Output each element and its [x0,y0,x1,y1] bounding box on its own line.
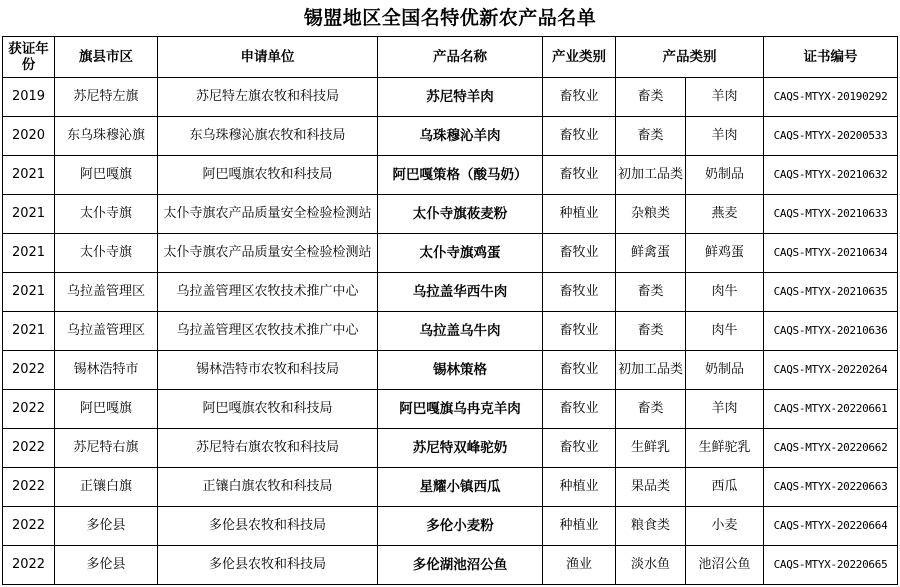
cell-category-sub: 奶制品 [686,351,764,390]
table-body [3,78,898,585]
cell-category-main: 鲜禽蛋 [616,234,686,273]
cell-cert: CAQS-MTYX-20220665 [764,546,898,585]
cell-category-sub: 肉牛 [686,312,764,351]
cell-category-main: 淡水鱼 [616,546,686,585]
cell-category-main: 初加工品类 [616,156,686,195]
cell-product: 苏尼特羊肉 [378,78,543,117]
cell-region: 太仆寺旗 [55,234,158,273]
cell-applicant: 阿巴嘎旗农牧和科技局 [158,156,378,195]
product-table [2,36,898,585]
cell-year: 2022 [3,429,55,468]
cell-industry: 畜牧业 [543,78,616,117]
table-row [3,351,898,390]
cell-applicant: 乌拉盖管理区农牧技术推广中心 [158,273,378,312]
cell-category-sub: 羊肉 [686,78,764,117]
cell-region: 正镶白旗 [55,468,158,507]
cell-category-main: 畜类 [616,273,686,312]
cell-region: 阿巴嘎旗 [55,390,158,429]
cell-applicant: 太仆寺旗农产品质量安全检验检测站 [158,234,378,273]
cell-product: 阿巴嘎旗乌冉克羊肉 [378,390,543,429]
cell-industry: 畜牧业 [543,390,616,429]
cell-product: 太仆寺旗莜麦粉 [378,195,543,234]
cell-year: 2021 [3,234,55,273]
header-product: 产品名称 [378,37,543,78]
cell-region: 乌拉盖管理区 [55,312,158,351]
cell-category-main: 畜类 [616,78,686,117]
cell-year: 2021 [3,312,55,351]
cell-region: 乌拉盖管理区 [55,273,158,312]
table-row [3,312,898,351]
cell-region: 苏尼特左旗 [55,78,158,117]
cell-region: 苏尼特右旗 [55,429,158,468]
header-year: 获证年份 [3,37,55,78]
cell-industry: 畜牧业 [543,273,616,312]
page-title: 锡盟地区全国名特优新农产品名单 [303,7,597,29]
table-row [3,546,898,585]
cell-cert: CAQS-MTYX-20210635 [764,273,898,312]
cell-cert: CAQS-MTYX-20210634 [764,234,898,273]
table-header-row [3,37,898,78]
cell-region: 阿巴嘎旗 [55,156,158,195]
header-industry: 产业类别 [543,37,616,78]
cell-cert: CAQS-MTYX-20220663 [764,468,898,507]
cell-year: 2022 [3,351,55,390]
cell-industry: 渔业 [543,546,616,585]
cell-industry: 畜牧业 [543,429,616,468]
cell-industry: 种植业 [543,468,616,507]
cell-cert: CAQS-MTYX-20220661 [764,390,898,429]
cell-product: 苏尼特双峰驼奶 [378,429,543,468]
header-region: 旗县市区 [55,37,158,78]
table-row [3,429,898,468]
cell-region: 东乌珠穆沁旗 [55,117,158,156]
cell-region: 锡林浩特市 [55,351,158,390]
cell-category-main: 杂粮类 [616,195,686,234]
cell-industry: 种植业 [543,195,616,234]
table-row [3,234,898,273]
cell-industry: 畜牧业 [543,117,616,156]
cell-product: 乌珠穆沁羊肉 [378,117,543,156]
cell-year: 2021 [3,195,55,234]
cell-cert: CAQS-MTYX-20210636 [764,312,898,351]
cell-year: 2022 [3,390,55,429]
cell-year: 2021 [3,273,55,312]
cell-year: 2022 [3,507,55,546]
cell-region: 多伦县 [55,507,158,546]
table-row [3,156,898,195]
cell-category-main: 畜类 [616,117,686,156]
cell-product: 太仆寺旗鸡蛋 [378,234,543,273]
cell-industry: 畜牧业 [543,351,616,390]
cell-industry: 畜牧业 [543,234,616,273]
cell-product: 多伦湖池沼公鱼 [378,546,543,585]
cell-applicant: 多伦县农牧和科技局 [158,507,378,546]
cell-category-sub: 燕麦 [686,195,764,234]
cell-category-main: 畜类 [616,390,686,429]
cell-cert: CAQS-MTYX-20220662 [764,429,898,468]
header-category: 产品类别 [616,37,764,78]
cell-applicant: 正镶白旗农牧和科技局 [158,468,378,507]
table-row [3,78,898,117]
cell-category-main: 粮食类 [616,507,686,546]
cell-category-sub: 鲜鸡蛋 [686,234,764,273]
cell-category-sub: 羊肉 [686,117,764,156]
cell-cert: CAQS-MTYX-20210632 [764,156,898,195]
cell-category-sub: 池沼公鱼 [686,546,764,585]
cell-industry: 畜牧业 [543,312,616,351]
cell-category-sub: 肉牛 [686,273,764,312]
cell-category-main: 生鲜乳 [616,429,686,468]
cell-year: 2022 [3,546,55,585]
cell-applicant: 苏尼特左旗农牧和科技局 [158,78,378,117]
table-row [3,390,898,429]
table-row [3,507,898,546]
table-row [3,117,898,156]
cell-applicant: 太仆寺旗农产品质量安全检验检测站 [158,195,378,234]
cell-applicant: 乌拉盖管理区农牧技术推广中心 [158,312,378,351]
cell-region: 多伦县 [55,546,158,585]
cell-product: 锡林策格 [378,351,543,390]
table-row [3,195,898,234]
cell-cert: CAQS-MTYX-20190292 [764,78,898,117]
header-cert: 证书编号 [764,37,898,78]
table-row [3,468,898,507]
cell-product: 乌拉盖华西牛肉 [378,273,543,312]
cell-cert: CAQS-MTYX-20220664 [764,507,898,546]
cell-applicant: 阿巴嘎旗农牧和科技局 [158,390,378,429]
cell-applicant: 锡林浩特市农牧和科技局 [158,351,378,390]
header-applicant: 申请单位 [158,37,378,78]
cell-industry: 种植业 [543,507,616,546]
cell-year: 2022 [3,468,55,507]
cell-category-main: 果品类 [616,468,686,507]
cell-region: 太仆寺旗 [55,195,158,234]
cell-category-sub: 小麦 [686,507,764,546]
cell-cert: CAQS-MTYX-20210633 [764,195,898,234]
cell-applicant: 苏尼特右旗农牧和科技局 [158,429,378,468]
table-row [3,273,898,312]
cell-category-main: 畜类 [616,312,686,351]
cell-applicant: 多伦县农牧和科技局 [158,546,378,585]
cell-category-sub: 生鲜驼乳 [686,429,764,468]
cell-product: 阿巴嘎策格（酸马奶） [378,156,543,195]
cell-year: 2019 [3,78,55,117]
cell-cert: CAQS-MTYX-20220264 [764,351,898,390]
cell-category-sub: 奶制品 [686,156,764,195]
cell-product: 多伦小麦粉 [378,507,543,546]
cell-cert: CAQS-MTYX-20200533 [764,117,898,156]
cell-year: 2021 [3,156,55,195]
cell-industry: 畜牧业 [543,156,616,195]
cell-category-sub: 西瓜 [686,468,764,507]
cell-category-main: 初加工品类 [616,351,686,390]
cell-year: 2020 [3,117,55,156]
cell-applicant: 东乌珠穆沁旗农牧和科技局 [158,117,378,156]
cell-category-sub: 羊肉 [686,390,764,429]
cell-product: 乌拉盖乌牛肉 [378,312,543,351]
cell-product: 星耀小镇西瓜 [378,468,543,507]
